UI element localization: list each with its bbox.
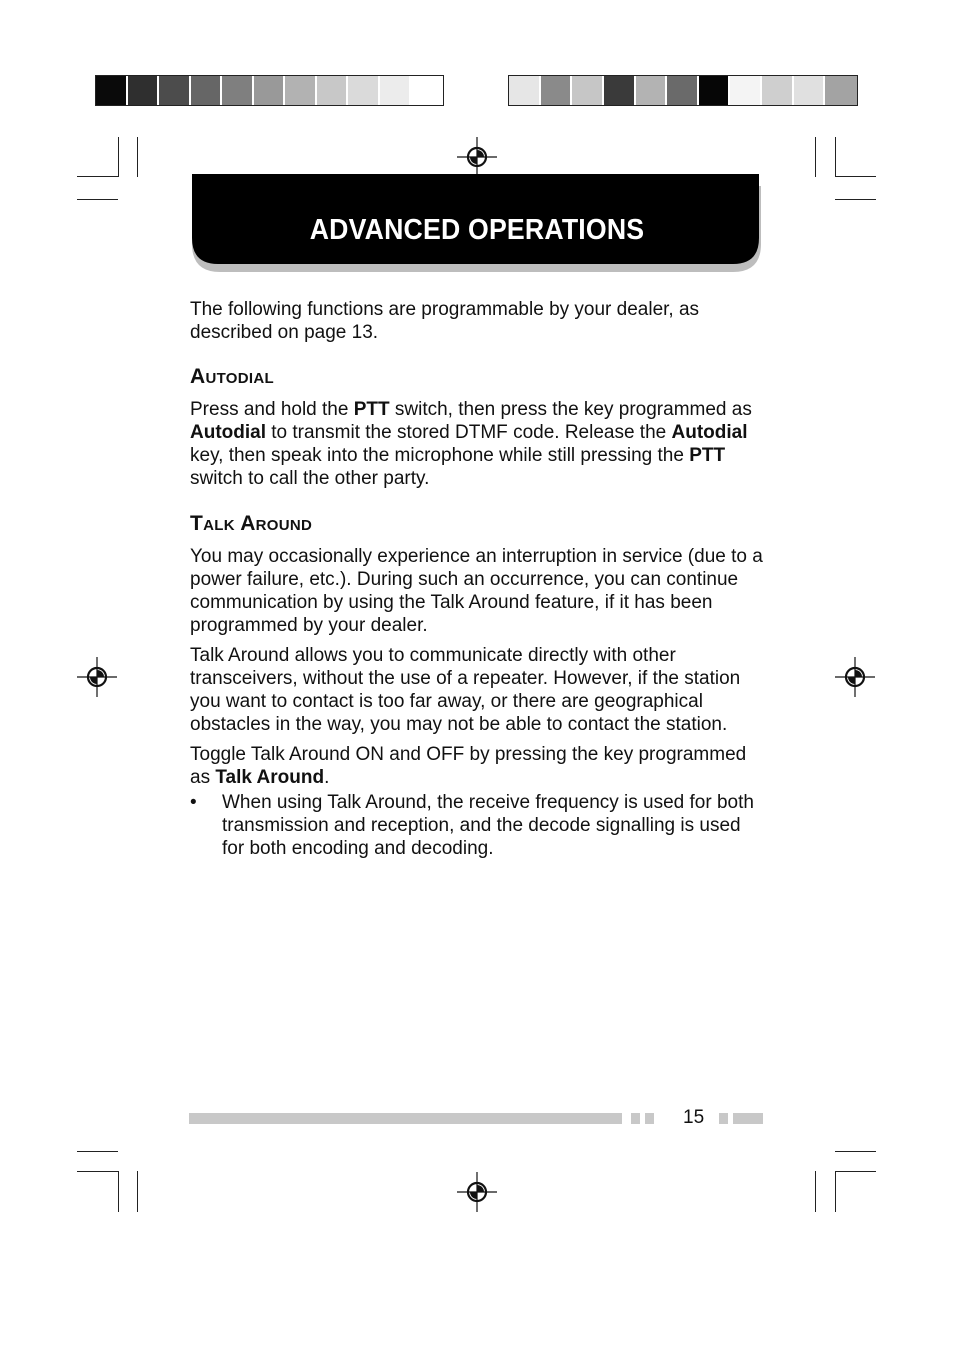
crop-mark-bottom-left — [77, 1171, 118, 1172]
color-swatch — [541, 76, 573, 105]
talk-around-paragraph-3: Toggle Talk Around ON and OFF by pressing the key programmed as Talk Around. — [190, 744, 747, 788]
registration-mark-bottom-icon — [457, 1172, 497, 1212]
crop-mark-bottom-right — [835, 1151, 876, 1152]
footer-square — [645, 1113, 654, 1124]
page-number: 15 — [683, 1107, 705, 1128]
bullet-mark: • — [190, 792, 197, 813]
footer-square — [719, 1113, 728, 1124]
crop-mark-top-right — [835, 137, 836, 177]
talk-around-bullet — [190, 791, 765, 860]
color-swatch — [636, 76, 668, 105]
autodial-heading: Autodial — [190, 365, 274, 388]
main-content — [190, 298, 765, 860]
registration-mark-left-icon — [77, 657, 117, 697]
color-swatch — [762, 76, 794, 105]
autodial-paragraph: Press and hold the PTT switch, then press the key programmed as Autodial to transmit the stored DTMF code. Release the Autodial key, then speak into the microphone while still pressing the PTT switch to call the other party. — [190, 399, 752, 489]
registration-mark-right-icon — [835, 657, 875, 697]
crop-mark-top-right — [815, 137, 816, 177]
page-title: ADVANCED OPERATIONS — [309, 214, 645, 246]
crop-mark-top-left — [77, 199, 118, 200]
color-swatch — [285, 76, 317, 105]
color-swatch — [254, 76, 286, 105]
crop-mark-bottom-left — [118, 1171, 119, 1212]
footer-bar — [189, 1113, 622, 1124]
registration-mark-top-icon — [457, 137, 497, 177]
footer-bar-right — [733, 1113, 763, 1124]
crop-mark-top-left — [137, 137, 138, 177]
crop-mark-top-left — [77, 176, 118, 177]
color-swatch — [159, 76, 191, 105]
crop-mark-top-right — [835, 176, 876, 177]
color-swatch — [411, 76, 443, 105]
color-swatch — [380, 76, 412, 105]
color-swatch — [191, 76, 223, 105]
footer-square — [631, 1113, 640, 1124]
crop-mark-top-left — [118, 137, 119, 177]
color-swatch — [128, 76, 160, 105]
crop-mark-bottom-right — [835, 1171, 876, 1172]
color-swatch-bar-right — [508, 75, 858, 106]
talk-around-paragraph-2: Talk Around allows you to communicate directly with other transceivers, without the use of a repeater. However, if the station you want to contact is too far away, or there are geographical obstacles in the way, you may not be able to contact the station. — [190, 645, 741, 735]
bullet-text: When using Talk Around, the receive frequency is used for both transmission and reception, and the decode signalling is used for both encoding and decoding. — [222, 792, 754, 859]
color-swatch — [794, 76, 826, 105]
crop-mark-top-right — [835, 199, 876, 200]
talk-around-paragraph-1: You may occasionally experience an interruption in service (due to a power failure, etc.). During such an occurrence, you can continue communication by using the Talk Around feature, if it has been programmed by your dealer. — [190, 546, 763, 636]
color-swatch — [509, 76, 541, 105]
color-swatch — [604, 76, 636, 105]
color-swatch — [96, 76, 128, 105]
color-swatch — [699, 76, 731, 105]
color-swatch — [730, 76, 762, 105]
color-swatch — [222, 76, 254, 105]
color-swatch — [572, 76, 604, 105]
color-swatch — [348, 76, 380, 105]
intro-paragraph: The following functions are programmable by your dealer, as described on page 13. — [190, 299, 700, 343]
crop-mark-bottom-right — [815, 1171, 816, 1212]
color-swatch — [825, 76, 857, 105]
color-swatch — [317, 76, 349, 105]
color-swatch-bar-left — [95, 75, 444, 106]
talk-around-heading: Talk Around — [190, 512, 313, 535]
color-swatch — [667, 76, 699, 105]
crop-mark-bottom-left — [77, 1151, 118, 1152]
crop-mark-bottom-left — [137, 1171, 138, 1212]
crop-mark-bottom-right — [835, 1171, 836, 1212]
